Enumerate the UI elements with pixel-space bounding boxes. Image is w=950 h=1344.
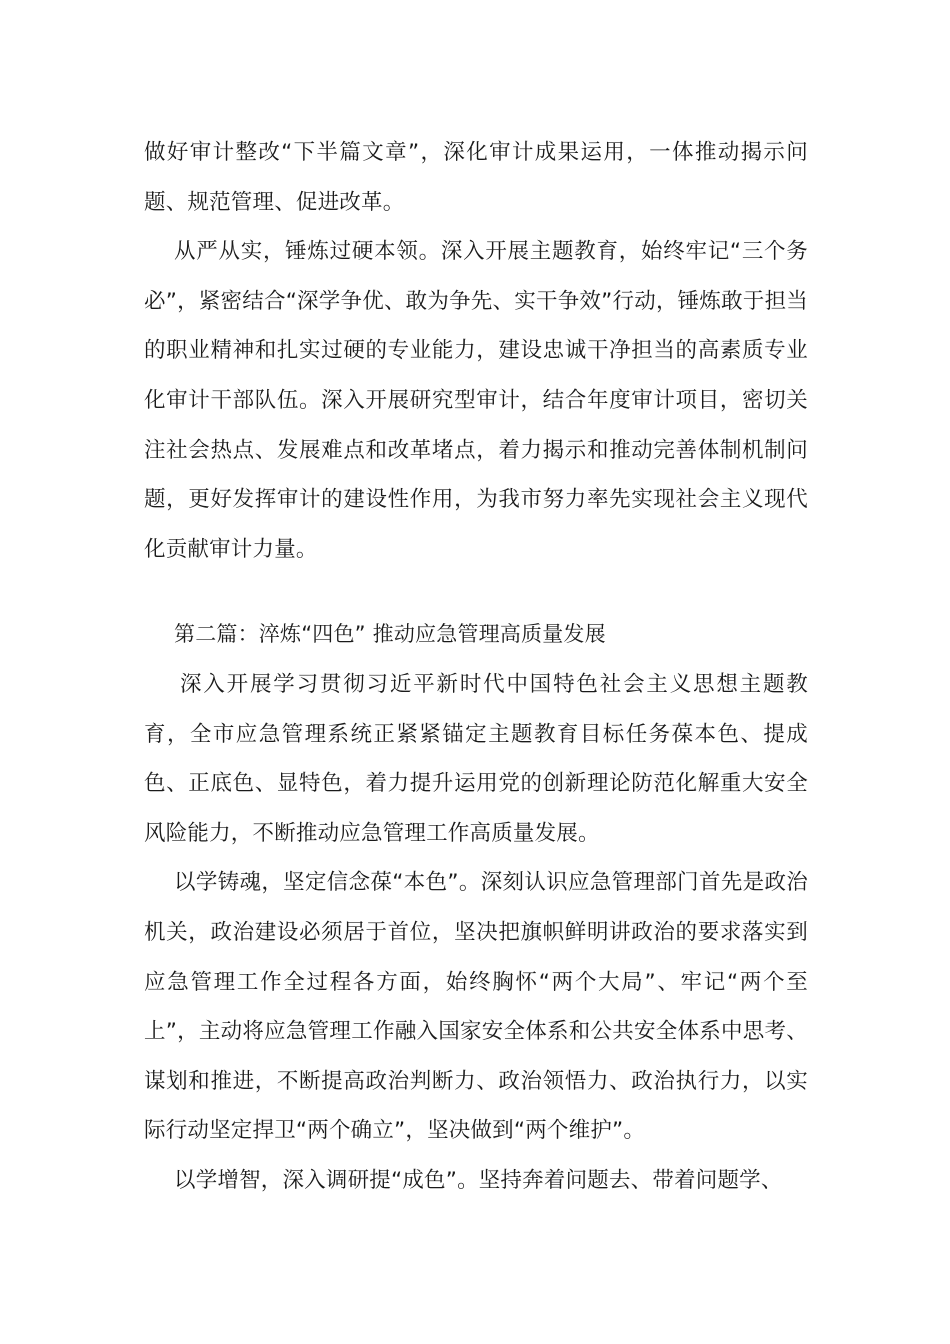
body-paragraph: 以学增智，深入调研提“成色”。坚持奔着问题去、带着问题学、 — [174, 1167, 783, 1193]
section-heading: 第二篇：淬炼“四色” 推动应急管理高质量发展 — [174, 622, 606, 647]
document-body — [144, 128, 808, 1205]
body-paragraph: 以学铸魂，坚定信念葆“本色”。深刻认识应急管理部门首先是政治机关，政治建设必须居于首位，坚决把旗帜鲜明讲政治的要求落实到应急管理工作全过程各方面，始终胸怀“两个大局”、牢记“两个至上”，主动将应急管理工作融入国家安全体系和公共安全体系中思考、谋划和推进，不断提高政治判断力、政治领悟力、政治执行力，以实际行动坚定捍卫“两个确立”，坚决做到“两个维护”。 — [144, 870, 808, 1144]
body-paragraph: 深入开展学习贯彻习近平新时代中国特色社会主义思想主题教育，全市应急管理系统正紧紧锚定主题教育目标任务葆本色、提成色、正底色、显特色，着力提升运用党的创新理论防范化解重大安全风险能力，不断推动应急管理工作高质量发展。 — [144, 671, 808, 846]
body-paragraph: 做好审计整改“下半篇文章”，深化审计成果运用，一体推动揭示问题、规范管理、促进改革。 — [144, 140, 808, 215]
body-paragraph: 从严从实，锤炼过硬本领。深入开展主题教育，始终牢记“三个务必”，紧密结合“深学争优、敢为争先、实干争效”行动，锤炼敢于担当的职业精神和扎实过硬的专业能力，建设忠诚干净担当的高素质专业化审计干部队伍。深入开展研究型审计，结合年度审计项目，密切关注社会热点、发展难点和改革堵点，着力揭示和推动完善体制机制问题，更好发挥审计的建设性作用，为我市努力率先实现社会主义现代化贡献审计力量。 — [144, 239, 808, 562]
